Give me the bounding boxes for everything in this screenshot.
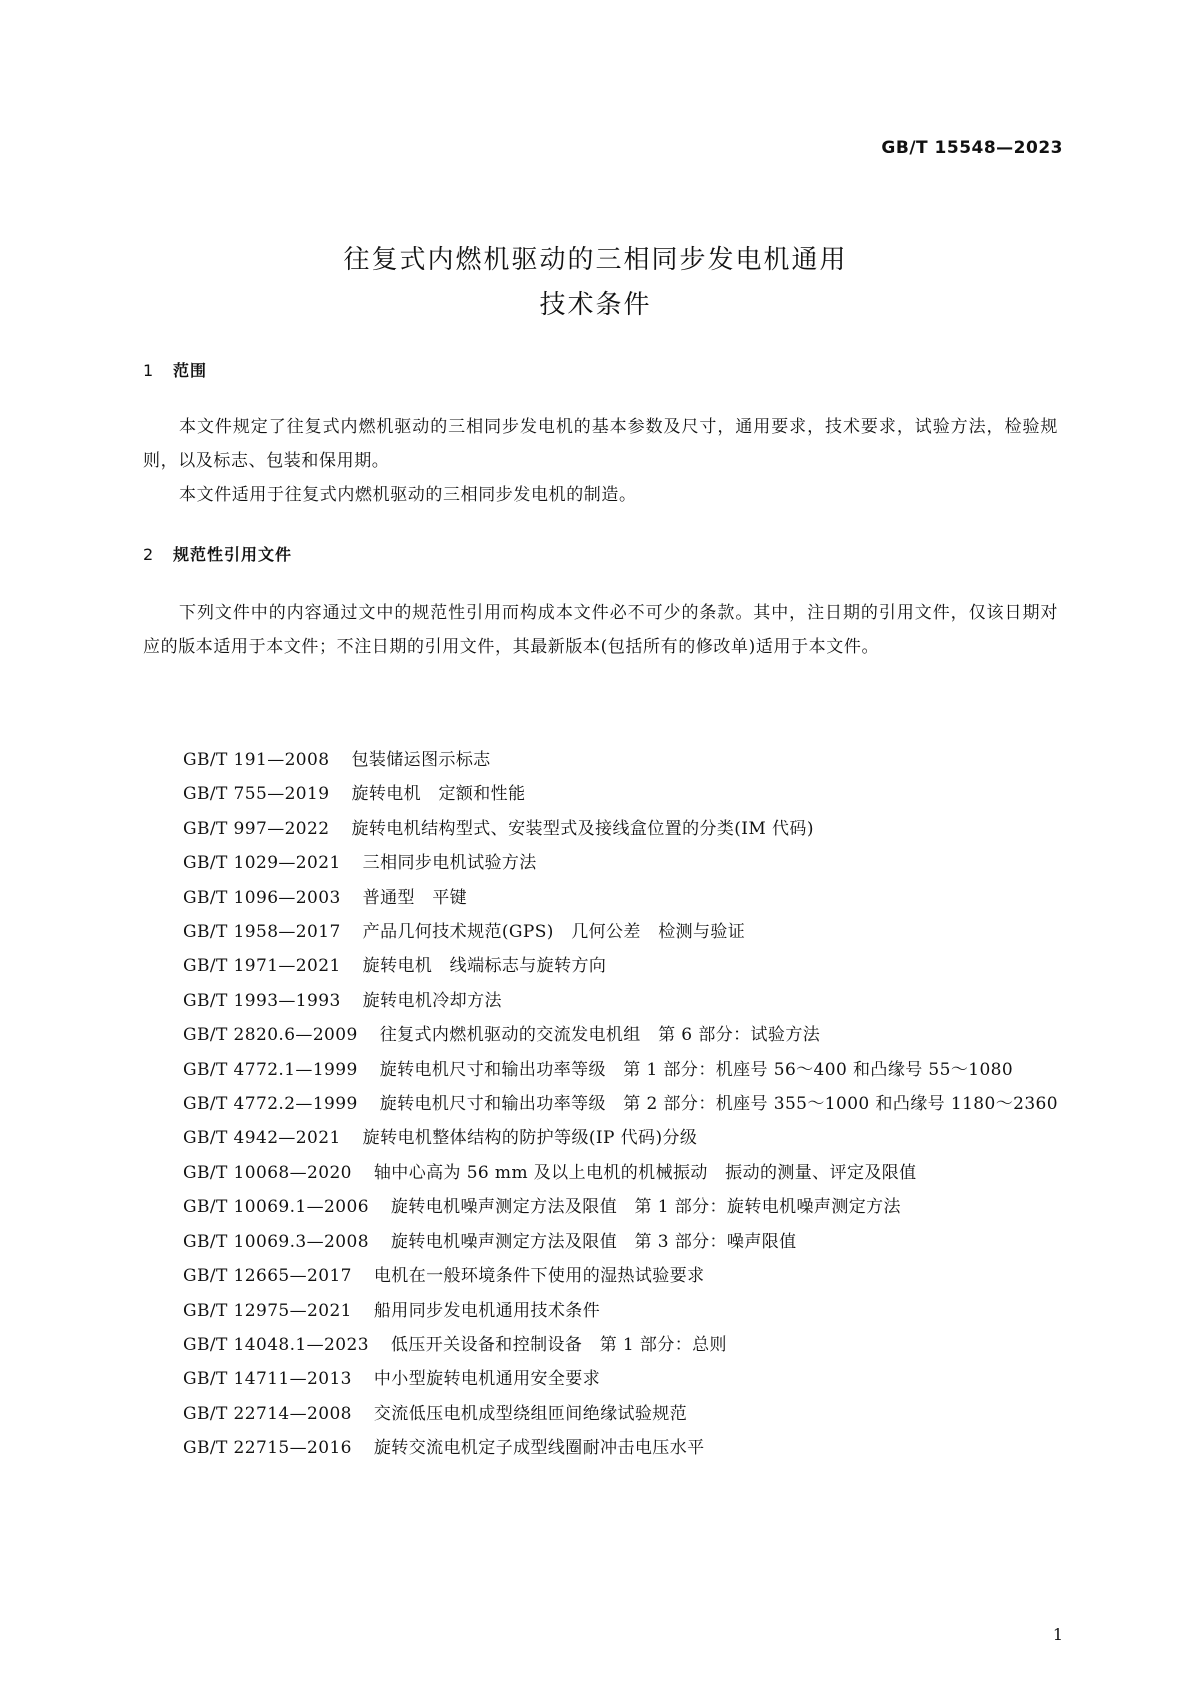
reference-title: 旋转电机 线端标志与旋转方向 <box>362 956 607 977</box>
reference-item <box>183 915 1058 949</box>
page-number: 1 <box>1052 1625 1063 1644</box>
reference-item <box>183 1294 1058 1328</box>
reference-item <box>183 1362 1058 1396</box>
reference-title: 旋转电机噪声测定方法及限值 第 1 部分：旋转电机噪声测定方法 <box>390 1197 901 1218</box>
reference-code: GB/T 10069.1—2006 <box>183 1197 369 1218</box>
section-1-number: 1 <box>143 361 155 380</box>
section-1-heading <box>143 358 207 381</box>
reference-item <box>183 1018 1058 1052</box>
reference-code: GB/T 12975—2021 <box>183 1300 352 1321</box>
reference-title: 交流低压电机成型绕组匝间绝缘试验规范 <box>373 1403 688 1424</box>
reference-title: 旋转电机噪声测定方法及限值 第 3 部分：噪声限值 <box>390 1231 797 1252</box>
reference-title: 往复式内燃机驱动的交流发电机组 第 6 部分：试验方法 <box>379 1025 821 1046</box>
reference-title: 普通型 平键 <box>362 887 468 908</box>
reference-code: GB/T 10068—2020 <box>183 1162 352 1183</box>
section-1-title: 范围 <box>173 361 208 380</box>
reference-list <box>143 743 1058 1466</box>
reference-code: GB/T 14711—2013 <box>183 1369 352 1390</box>
reference-item <box>183 1328 1058 1362</box>
reference-title: 包装储运图示标志 <box>351 750 491 770</box>
reference-code: GB/T 191—2008 <box>183 750 330 770</box>
document-title <box>0 238 1191 328</box>
reference-item <box>183 1431 1058 1465</box>
reference-title: 低压开关设备和控制设备 第 1 部分：总则 <box>390 1334 727 1355</box>
reference-code: GB/T 4772.2—1999 <box>183 1094 358 1115</box>
reference-item <box>183 984 1058 1018</box>
reference-code: GB/T 1958—2017 <box>183 922 341 943</box>
reference-title: 产品几何技术规范(GPS) 几何公差 检测与验证 <box>362 922 746 943</box>
reference-code: GB/T 2820.6—2009 <box>183 1025 358 1046</box>
reference-item <box>183 846 1058 880</box>
reference-item <box>183 1225 1058 1259</box>
reference-code: GB/T 755—2019 <box>183 784 330 805</box>
reference-title: 船用同步发电机通用技术条件 <box>373 1300 601 1321</box>
reference-item <box>183 1156 1058 1190</box>
reference-code: GB/T 1029—2021 <box>183 853 341 874</box>
reference-code: GB/T 22715—2016 <box>183 1438 352 1459</box>
section-1-paragraph-1: 本文件规定了往复式内燃机驱动的三相同步发电机的基本参数及尺寸，通用要求，技术要求，试验方法，检验规则，以及标志、包装和保用期。 <box>143 417 1058 471</box>
reference-title: 旋转电机 定额和性能 <box>351 784 526 805</box>
title-line-1: 往复式内燃机驱动的三相同步发电机通用 <box>343 245 848 275</box>
reference-title: 旋转交流电机定子成型线圈耐冲击电压水平 <box>373 1438 705 1459</box>
reference-code: GB/T 1993—1993 <box>183 990 341 1011</box>
reference-title: 电机在一般环境条件下使用的湿热试验要求 <box>373 1266 705 1287</box>
reference-code: GB/T 1096—2003 <box>183 887 341 908</box>
reference-code: GB/T 22714—2008 <box>183 1403 352 1424</box>
title-line-2: 技术条件 <box>539 290 652 320</box>
reference-item <box>183 777 1058 811</box>
reference-item <box>183 1190 1058 1224</box>
section-2-title: 规范性引用文件 <box>173 545 293 564</box>
reference-code: GB/T 10069.3—2008 <box>183 1231 369 1252</box>
reference-item <box>183 949 1058 983</box>
reference-item <box>183 881 1058 915</box>
reference-item <box>183 1397 1058 1431</box>
reference-code: GB/T 4942—2021 <box>183 1128 341 1149</box>
reference-item <box>183 1087 1058 1121</box>
reference-title: 旋转电机冷却方法 <box>362 990 502 1011</box>
reference-title: 旋转电机尺寸和输出功率等级 第 2 部分：机座号 355～1000 和凸缘号 1180～2360 <box>379 1094 1058 1115</box>
section-2-number: 2 <box>143 545 155 564</box>
reference-item <box>183 1053 1058 1087</box>
reference-title: 旋转电机结构型式、安装型式及接线盒位置的分类(IM 代码) <box>351 818 814 839</box>
reference-title: 三相同步电机试验方法 <box>362 853 537 874</box>
reference-code: GB/T 14048.1—2023 <box>183 1334 369 1355</box>
reference-code: GB/T 4772.1—1999 <box>183 1059 358 1080</box>
reference-code: GB/T 997—2022 <box>183 818 330 839</box>
standard-code: GB/T 15548—2023 <box>881 138 1063 158</box>
reference-title: 旋转电机整体结构的防护等级(IP 代码)分级 <box>362 1128 698 1149</box>
reference-code: GB/T 1971—2021 <box>183 956 341 977</box>
reference-title: 轴中心高为 56 mm 及以上电机的机械振动 振动的测量、评定及限值 <box>373 1162 917 1183</box>
reference-item <box>183 743 1058 777</box>
reference-item <box>183 1259 1058 1293</box>
reference-item <box>183 1121 1058 1155</box>
reference-item <box>183 812 1058 846</box>
section-2-heading <box>143 542 292 565</box>
reference-title: 中小型旋转电机通用安全要求 <box>373 1369 601 1390</box>
reference-code: GB/T 12665—2017 <box>183 1266 352 1287</box>
section-2-intro: 下列文件中的内容通过文中的规范性引用而构成本文件必不可少的条款。其中，注日期的引用文件，仅该日期对应的版本适用于本文件；不注日期的引用文件，其最新版本(包括所有的修改单)适用于本文件。 <box>143 603 1058 657</box>
reference-title: 旋转电机尺寸和输出功率等级 第 1 部分：机座号 56～400 和凸缘号 55～1080 <box>379 1059 1014 1080</box>
section-1-paragraph-2: 本文件适用于往复式内燃机驱动的三相同步发电机的制造。 <box>179 485 637 505</box>
